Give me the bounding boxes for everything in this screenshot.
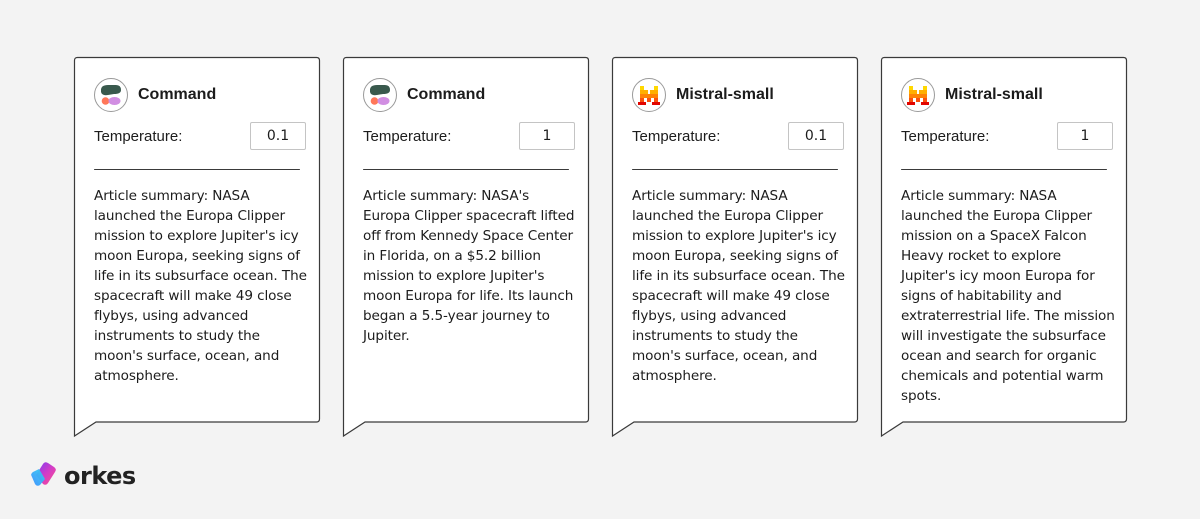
temperature-label: Temperature: (363, 127, 452, 145)
temperature-label: Temperature: (94, 127, 183, 145)
temperature-label: Temperature: (901, 127, 990, 145)
brand-name: orkes (64, 462, 136, 490)
orkes-brand (30, 461, 136, 491)
temperature-value: 0.1 (250, 122, 306, 150)
article-summary: Article summary: NASA launched the Europa Clipper mission to explore Jupiter's icy moon Europa, seeking signs of life in its subsurface ocean. The spacecraft will make 49 close flybys, using advanced instruments to study the moon's surface, ocean, and atmosphere. (94, 188, 307, 384)
orkes-logo-icon (30, 461, 58, 491)
cohere-logo-icon (94, 78, 128, 112)
divider (363, 169, 569, 170)
divider (632, 169, 838, 170)
temperature-row (94, 121, 306, 151)
mistral-logo-icon (632, 78, 666, 112)
model-header (94, 77, 306, 113)
model-header (632, 77, 844, 113)
divider (94, 169, 300, 170)
model-header (901, 77, 1113, 113)
response-card-4 (881, 57, 1127, 437)
model-header (363, 77, 575, 113)
article-summary: Article summary: NASA launched the Europa Clipper mission to explore Jupiter's icy moon Europa, seeking signs of life in its subsurface ocean. The spacecraft will make 49 close flybys, using advanced instruments to study the moon's surface, ocean, and atmosphere. (632, 188, 845, 384)
mistral-logo-icon (901, 78, 935, 112)
temperature-value: 1 (1057, 122, 1113, 150)
temperature-row (632, 121, 844, 151)
model-name: Mistral-small (945, 86, 1043, 103)
temperature-label: Temperature: (632, 127, 721, 145)
divider (901, 169, 1107, 170)
model-name: Command (138, 86, 217, 103)
temperature-value: 0.1 (788, 122, 844, 150)
model-name: Mistral-small (676, 86, 774, 103)
article-summary: Article summary: NASA launched the Europa Clipper mission on a SpaceX Falcon Heavy rocket to explore Jupiter's icy moon Europa for signs of habitability and extraterrestrial life. The mission will investigate the subsurface ocean and search for organic chemicals and potential warm spots. (901, 188, 1115, 404)
temperature-value: 1 (519, 122, 575, 150)
response-card-3 (612, 57, 858, 437)
cohere-logo-icon (363, 78, 397, 112)
temperature-row (363, 121, 575, 151)
response-card-1 (74, 57, 320, 437)
temperature-row (901, 121, 1113, 151)
article-summary: Article summary: NASA's Europa Clipper spacecraft lifted off from Kennedy Space Center in Florida, on a $5.2 billion mission to explore Jupiter's moon Europa for life. Its launch began a 5.5-year journey to Jupiter. (363, 188, 575, 344)
response-card-2 (343, 57, 589, 437)
model-name: Command (407, 86, 486, 103)
